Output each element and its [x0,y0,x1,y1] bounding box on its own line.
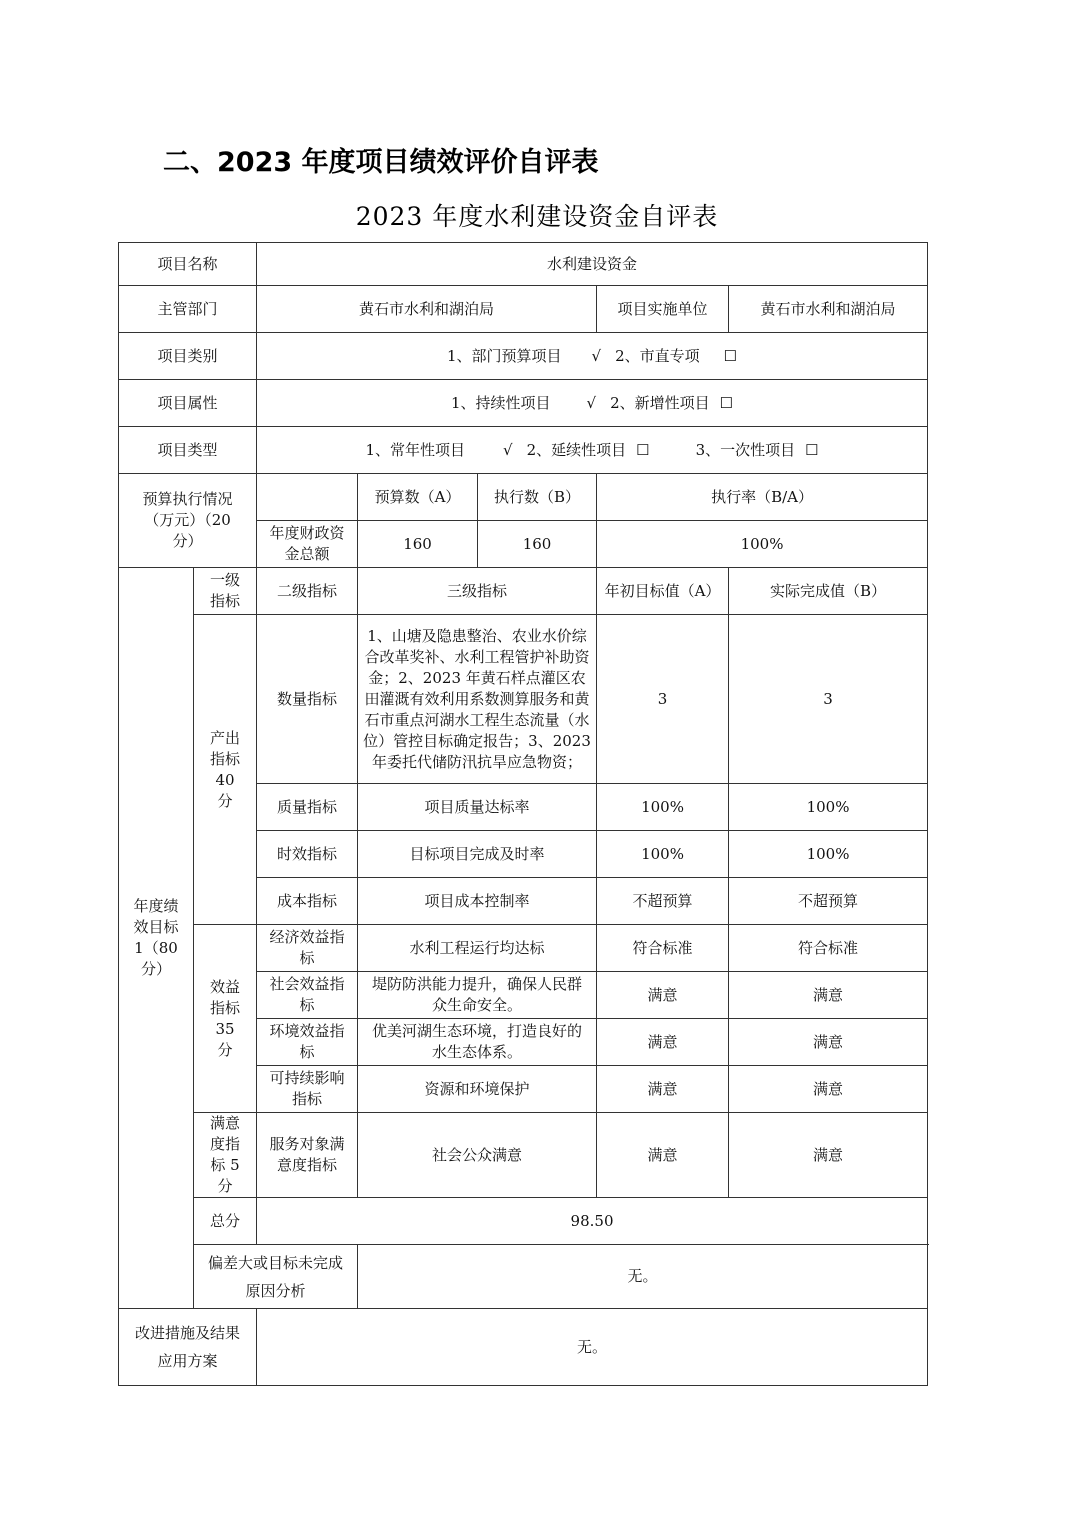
perf-group-label: 年度绩效目标 1（80 分） [119,568,194,1309]
satisfaction-indicator-label: 满意度指标 5 分 [194,1113,257,1198]
budget-col-b: 执行数（B） [478,474,597,521]
budget-label: 预算执行情况（万元）（20 分） [119,474,257,568]
budget-col-rate: 执行率（B/A） [597,474,928,521]
actual-cell: 满意 [729,1066,928,1113]
header-actual: 实际完成值（B） [729,568,928,615]
level2-cell: 质量指标 [257,784,358,831]
empty-checkbox-icon: ☐ [723,346,738,365]
page-heading: 二、2023 年度项目绩效评价自评表 [163,147,599,178]
target-cell: 满意 [597,1019,729,1066]
level2-cell: 服务对象满意度指标 [257,1113,358,1198]
category-option-2: 2、市直专项 [615,346,700,365]
budget-empty-cell [257,474,358,521]
budget-rate-value: 100% [597,521,928,568]
type-label: 项目类型 [119,427,257,474]
actual-cell: 100% [729,784,928,831]
actual-cell: 不超预算 [729,878,928,925]
target-cell: 满意 [597,1113,729,1198]
benefit-indicator-label: 效益指标 35 分 [194,925,257,1113]
level3-cell: 社会公众满意 [358,1113,597,1198]
level2-cell: 经济效益指标 [257,925,358,972]
type-option-3: 3、一次性项目 [695,440,796,459]
target-cell: 100% [597,831,729,878]
table-row [119,1113,928,1198]
checkmark-icon: √ [503,440,513,459]
level3-cell: 水利工程运行均达标 [358,925,597,972]
row-project-name [119,243,928,286]
improvement-value: 无。 [257,1309,928,1386]
header-level1: 一级指标 [194,568,257,615]
attribute-options [257,380,928,427]
row-budget-header [119,474,928,521]
attribute-option-2: 2、新增性项目 [610,393,710,412]
level3-cell: 项目成本控制率 [358,878,597,925]
budget-row-label: 年度财政资金总额 [257,521,358,568]
total-value: 98.50 [257,1198,928,1245]
empty-checkbox-icon: ☐ [636,440,650,459]
target-cell: 满意 [597,972,729,1019]
level2-cell: 社会效益指标 [257,972,358,1019]
empty-checkbox-icon: ☐ [805,440,819,459]
actual-cell: 满意 [729,1113,928,1198]
budget-col-a: 预算数（A） [358,474,478,521]
row-improvement [119,1309,928,1386]
target-cell: 不超预算 [597,878,729,925]
attribute-option-1: 1、持续性项目 [450,393,551,412]
target-cell: 符合标准 [597,925,729,972]
level2-cell: 数量指标 [257,615,358,784]
row-deviation [119,1245,928,1309]
output-indicator-label: 产出指标 40 分 [194,615,257,925]
category-option-1: 1、部门预算项目 [446,346,562,365]
total-label: 总分 [194,1198,257,1245]
level3-cell: 目标项目完成及时率 [358,831,597,878]
category-options [257,333,928,380]
actual-cell: 满意 [729,1019,928,1066]
impl-unit-value: 黄石市水利和湖泊局 [729,286,928,333]
row-total [119,1198,928,1245]
level3-cell: 项目质量达标率 [358,784,597,831]
self-evaluation-table [118,242,928,1386]
actual-cell: 3 [729,615,928,784]
type-option-1: 1、常年性项目 [365,440,466,459]
budget-b-value: 160 [478,521,597,568]
budget-a-value: 160 [358,521,478,568]
target-cell: 100% [597,784,729,831]
attribute-label: 项目属性 [119,380,257,427]
actual-cell: 100% [729,831,928,878]
table-row [119,925,928,972]
checkmark-icon: √ [586,393,597,412]
level3-cell: 优美河湖生态环境，打造良好的水生态体系。 [358,1019,597,1066]
row-attribute [119,380,928,427]
type-options [257,427,928,474]
level2-cell: 成本指标 [257,878,358,925]
header-level2: 二级指标 [257,568,358,615]
table-title: 2023 年度水利建设资金自评表 [355,202,719,231]
row-perf-header [119,568,928,615]
header-target: 年初目标值（A） [597,568,729,615]
level2-cell: 时效指标 [257,831,358,878]
checkmark-icon: √ [591,346,602,365]
deviation-label: 偏差大或目标未完成原因分析 [194,1245,358,1309]
project-name-value: 水利建设资金 [257,243,928,286]
row-department [119,286,928,333]
level3-cell: 资源和环境保护 [358,1066,597,1113]
deviation-value: 无。 [358,1245,928,1309]
dept-label: 主管部门 [119,286,257,333]
target-cell: 满意 [597,1066,729,1113]
project-name-label: 项目名称 [119,243,257,286]
actual-cell: 满意 [729,972,928,1019]
level2-cell: 环境效益指标 [257,1019,358,1066]
level3-cell: 1、山塘及隐患整治、农业水价综合改革奖补、水利工程管护补助资金；2、2023 年黄石样点灌区农田灌溉有效利用系数测算服务和黄石市重点河湖水工程生态流量（水位）管控目标确定报告；3、2023 年委托代储防汛抗旱应急物资； [358,615,597,784]
empty-checkbox-icon: ☐ [719,393,734,412]
impl-unit-label: 项目实施单位 [597,286,729,333]
level2-cell: 可持续影响指标 [257,1066,358,1113]
actual-cell: 符合标准 [729,925,928,972]
target-cell: 3 [597,615,729,784]
row-type [119,427,928,474]
table-row [119,615,928,784]
dept-value: 黄石市水利和湖泊局 [257,286,597,333]
row-category [119,333,928,380]
level3-cell: 堤防防洪能力提升，确保人民群众生命安全。 [358,972,597,1019]
type-option-2: 2、延续性项目 [526,440,627,459]
improvement-label: 改进措施及结果应用方案 [119,1309,257,1386]
header-level3: 三级指标 [358,568,597,615]
category-label: 项目类别 [119,333,257,380]
